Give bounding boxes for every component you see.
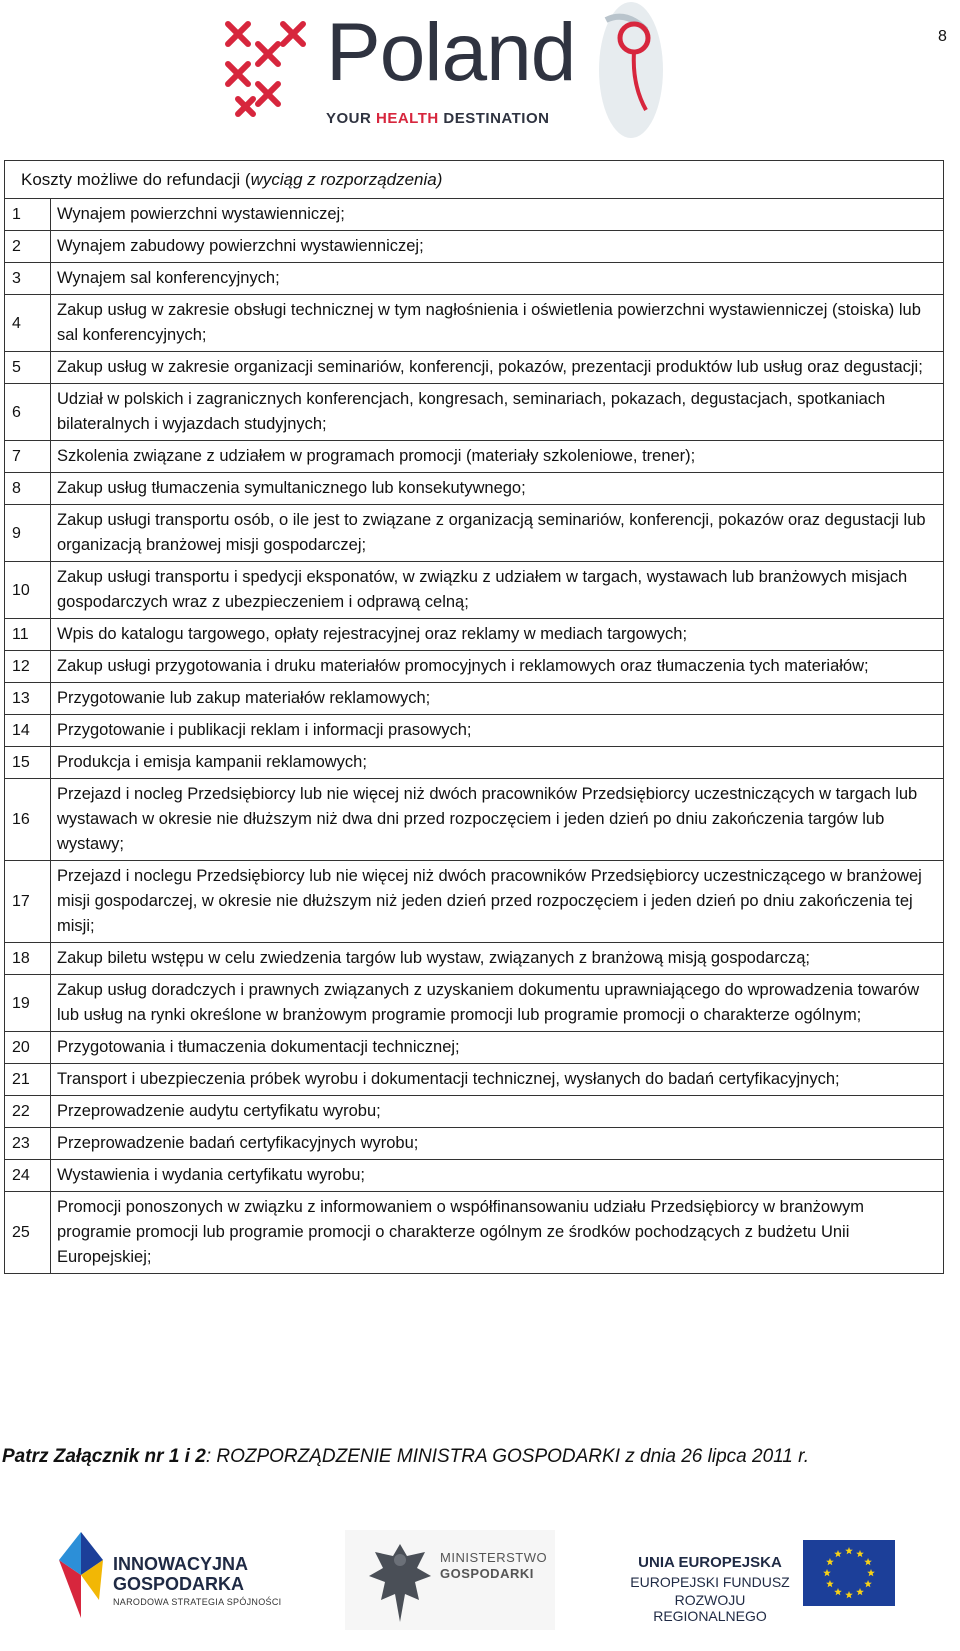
row-number: 10 [5, 562, 51, 619]
row-description: Produkcja i emisja kampanii reklamowych; [51, 747, 944, 779]
row-description: Udział w polskich i zagranicznych konferencjach, kongresach, seminariach, pokazach, degustacjach, spotkaniach bilateralnych i wyjazdach studyjnych; [51, 384, 944, 441]
table-row [5, 441, 944, 473]
row-description: Przygotowania i tłumaczenia dokumentacji technicznej; [51, 1032, 944, 1064]
row-description: Zakup usług w zakresie organizacji seminariów, konferencji, pokazów, prezentacji produktów lub usług oraz degustacji; [51, 352, 944, 384]
doctor-stethoscope-image [586, 0, 666, 140]
table-row [5, 1064, 944, 1096]
row-number: 16 [5, 779, 51, 861]
row-number: 25 [5, 1192, 51, 1274]
table-row [5, 562, 944, 619]
table-title: Koszty możliwe do refundacji (wyciąg z rozporządzenia) [5, 161, 944, 199]
row-description: Zakup biletu wstępu w celu zwiedzenia targów lub wystaw, związanych z branżową misją gospodarczą; [51, 943, 944, 975]
row-description: Szkolenia związane z udziałem w programach promocji (materiały szkoleniowe, trener); [51, 441, 944, 473]
poland-health-logo [230, 0, 700, 150]
row-description: Wynajem zabudowy powierzchni wystawienniczej; [51, 231, 944, 263]
row-number: 8 [5, 473, 51, 505]
ue-line2: EUROPEJSKI FUNDUSZ [630, 1574, 790, 1590]
row-number: 9 [5, 505, 51, 562]
ig-line1: INNOWACYJNA [113, 1554, 249, 1574]
table-row [5, 199, 944, 231]
ministerstwo-gospodarki-logo [345, 1530, 555, 1630]
row-number: 19 [5, 975, 51, 1032]
table-row [5, 683, 944, 715]
row-description: Zakup usług doradczych i prawnych związanych z uzyskaniem dokumentu uprawniającego do wprowadzenia towarów lub usług na rynki określone w branżowym programie promocji lub programie promocji o charakterze ogólnym; [51, 975, 944, 1032]
row-description: Przejazd i noclegu Przedsiębiorcy lub nie więcej niż dwóch pracowników Przedsiębiorcy uczestniczącego w branżowej misji gospodarczej, w okresie nie dłuższym niż jeden dzień przed rozpoczęciem i jeden dzień po dniu zakończenia tej misji; [51, 861, 944, 943]
row-number: 5 [5, 352, 51, 384]
ig-line3: NARODOWA STRATEGIA SPÓJNOŚCI [113, 1597, 282, 1607]
white-eagle-emblem-icon [365, 1538, 435, 1628]
row-description: Zakup usługi transportu i spedycji eksponatów, w związku z udziałem w targach, wystawach lub branżowych misjach gospodarczych wraz z ubezpieczeniem i odprawą celną; [51, 562, 944, 619]
ue-line1: UNIA EUROPEJSKA [638, 1554, 782, 1571]
row-description: Przeprowadzenie audytu certyfikatu wyrobu; [51, 1096, 944, 1128]
row-number: 2 [5, 231, 51, 263]
table-row [5, 747, 944, 779]
innowacyjna-gospodarka-logo [55, 1530, 285, 1630]
footer-logos [0, 1530, 960, 1651]
row-description: Zakup usług tłumaczenia symultanicznego lub konsekutywnego; [51, 473, 944, 505]
row-number: 17 [5, 861, 51, 943]
table-row [5, 651, 944, 683]
table-row [5, 1032, 944, 1064]
row-description: Wynajem powierzchni wystawienniczej; [51, 199, 944, 231]
logo-wordmark: Poland [326, 7, 576, 98]
table-row [5, 779, 944, 861]
row-description: Zakup usługi transportu osób, o ile jest to związane z organizacją seminariów, konferencji, pokazów oraz degustacji lub organizacją branżowej misji gospodarczej; [51, 505, 944, 562]
mg-line1: MINISTERSTWO [440, 1550, 548, 1565]
table-row [5, 352, 944, 384]
table-row [5, 619, 944, 651]
row-number: 23 [5, 1128, 51, 1160]
table-row [5, 1096, 944, 1128]
page-number: 8 [938, 28, 947, 45]
row-description: Przeprowadzenie badań certyfikacyjnych wyrobu; [51, 1128, 944, 1160]
row-description: Przejazd i nocleg Przedsiębiorcy lub nie więcej niż dwóch pracowników Przedsiębiorcy uczestniczących w targach lub wystawach w okresie nie dłuższym niż dwa dni przed rozpoczęciem i jeden dzień po dniu zakończenia targów lub wystawy; [51, 779, 944, 861]
table-row [5, 715, 944, 747]
regulation-footnote: Patrz Załącznik nr 1 i 2: ROZPORZĄDZENIE MINISTRA GOSPODARKI z dnia 26 lipca 2011 r. [2, 1446, 810, 1467]
mg-line2: GOSPODARKI [440, 1566, 534, 1581]
row-description: Wpis do katalogu targowego, opłaty rejestracyjnej oraz reklamy w mediach targowych; [51, 619, 944, 651]
table-row [5, 231, 944, 263]
row-number: 6 [5, 384, 51, 441]
table-row [5, 473, 944, 505]
table-row [5, 861, 944, 943]
table-row [5, 1192, 944, 1274]
table-row [5, 295, 944, 352]
table-row [5, 975, 944, 1032]
row-description: Promocji ponoszonych w związku z informowaniem o współfinansowaniu udziału Przedsiębiorcy w branżowym programie promocji lub programie promocji o charakterze ogólnym ze środków pochodzących z budżetu Unii Europejskiej; [51, 1192, 944, 1274]
row-number: 1 [5, 199, 51, 231]
row-number: 7 [5, 441, 51, 473]
unia-europejska-logo [615, 1530, 895, 1630]
table-row [5, 943, 944, 975]
refundable-costs-table [4, 160, 944, 1274]
row-description: Wystawienia i wydania certyfikatu wyrobu; [51, 1160, 944, 1192]
row-number: 13 [5, 683, 51, 715]
row-description: Wynajem sal konferencyjnych; [51, 263, 944, 295]
ue-line3: ROZWOJU REGIONALNEGO [653, 1592, 767, 1624]
table-row [5, 1128, 944, 1160]
row-number: 22 [5, 1096, 51, 1128]
ig-line2: GOSPODARKA [113, 1574, 245, 1594]
row-number: 15 [5, 747, 51, 779]
row-number: 4 [5, 295, 51, 352]
row-number: 12 [5, 651, 51, 683]
table-row [5, 384, 944, 441]
row-number: 24 [5, 1160, 51, 1192]
table-row [5, 1160, 944, 1192]
row-number: 18 [5, 943, 51, 975]
table-row [5, 505, 944, 562]
row-number: 11 [5, 619, 51, 651]
row-number: 3 [5, 263, 51, 295]
row-description: Przygotowanie i publikacji reklam i informacji prasowych; [51, 715, 944, 747]
row-description: Przygotowanie lub zakup materiałów reklamowych; [51, 683, 944, 715]
row-description: Zakup usług w zakresie obsługi technicznej w tym nagłośnienia i oświetlenia powierzchni wystawienniczej (stoiska) lub sal konferencyjnych; [51, 295, 944, 352]
cross-pattern-icon [218, 14, 308, 124]
row-number: 20 [5, 1032, 51, 1064]
row-number: 21 [5, 1064, 51, 1096]
ig-flag-icon [55, 1530, 107, 1620]
table-row [5, 263, 944, 295]
row-description: Transport i ubezpieczenia próbek wyrobu i dokumentacji technicznej, wysłanych do badań certyfikacyjnych; [51, 1064, 944, 1096]
row-description: Zakup usługi przygotowania i druku materiałów promocyjnych i reklamowych oraz tłumaczenia tych materiałów; [51, 651, 944, 683]
logo-tagline: YOUR HEALTH DESTINATION [326, 110, 550, 127]
eu-flag-icon [803, 1540, 895, 1606]
row-number: 14 [5, 715, 51, 747]
table-header-row [5, 161, 944, 199]
